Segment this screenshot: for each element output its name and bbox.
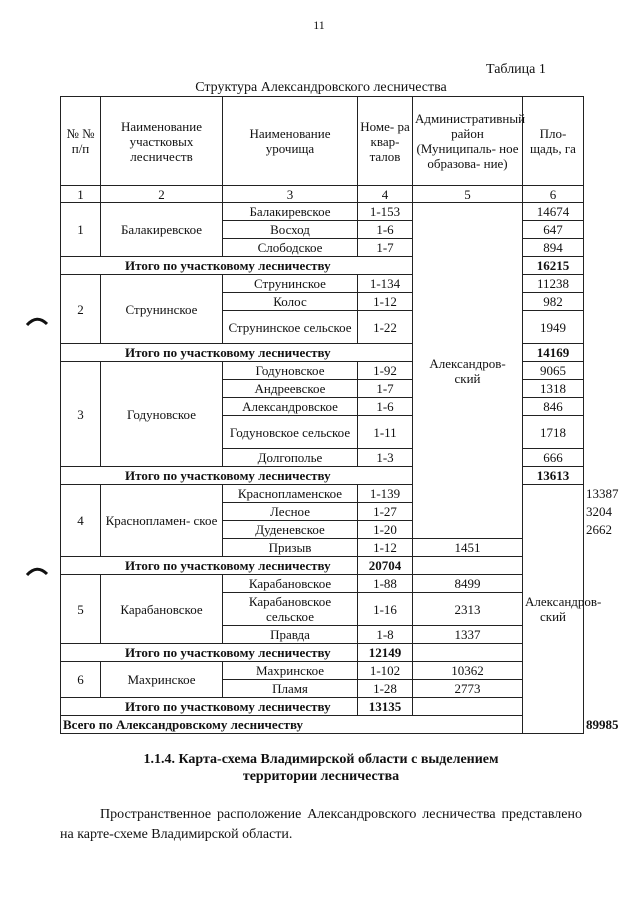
subtotal-label: Итого по участковому лесничеству	[61, 344, 413, 362]
header-tract: Наименование урочища	[223, 97, 358, 186]
header-quarters: Номе- ра квар- талов	[358, 97, 413, 186]
area-value: 9065	[523, 362, 584, 380]
column-number: 5	[413, 186, 523, 203]
section-heading	[60, 751, 582, 785]
group-number: 5	[61, 575, 101, 644]
column-number: 4	[358, 186, 413, 203]
tract-name: Александровское	[223, 398, 358, 416]
quarters-range: 1-27	[358, 503, 413, 521]
area-value: 1337	[413, 626, 523, 644]
table-label: Таблица 1	[486, 62, 546, 77]
quarters-range: 1-8	[358, 626, 413, 644]
subtotal-row	[61, 698, 584, 716]
area-value: 982	[523, 293, 584, 311]
quarters-range: 1-7	[358, 380, 413, 398]
quarters-range: 1-20	[358, 521, 413, 539]
column-number: 1	[61, 186, 101, 203]
table-row: Дуденевское 1-20 2662	[61, 521, 584, 539]
group-number: 3	[61, 362, 101, 467]
header-number: № № п/п	[61, 97, 101, 186]
area-value: 1451	[413, 539, 523, 557]
table-row	[61, 575, 584, 593]
subtotal-label: Итого по участковому лесничеству	[61, 257, 413, 275]
subtotal-label: Итого по участковому лесничеству	[61, 467, 413, 485]
tract-name: Слободское	[223, 239, 358, 257]
header-area: Пло- щадь, га	[523, 97, 584, 186]
quarters-range: 1-28	[358, 680, 413, 698]
area-value: 1718	[523, 416, 584, 449]
table-row	[61, 662, 584, 680]
tract-name: Долгополье	[223, 449, 358, 467]
table-header-row	[61, 97, 584, 186]
tract-name: Восход	[223, 221, 358, 239]
subtotal-value: 20704	[358, 557, 413, 575]
area-value: 8499	[413, 575, 523, 593]
group-number: 4	[61, 485, 101, 557]
tract-name: Андреевское	[223, 380, 358, 398]
district-forestry-name: Годуновское	[101, 362, 223, 467]
area-value: 11238	[523, 275, 584, 293]
district-forestry-name: Махринское	[101, 662, 223, 698]
area-value: 1318	[523, 380, 584, 398]
tract-name: Годуновское сельское	[223, 416, 358, 449]
tract-name: Струнинское	[223, 275, 358, 293]
tract-name: Правда	[223, 626, 358, 644]
area-value: 14674	[523, 203, 584, 221]
column-number: 6	[523, 186, 584, 203]
area-value: 846	[523, 398, 584, 416]
table-row: Лесное 1-27 3204	[61, 503, 584, 521]
admin-district-cell: Александров- ский	[523, 485, 584, 734]
subtotal-value: 14169	[523, 344, 584, 362]
area-value: 666	[523, 449, 584, 467]
quarters-range: 1-11	[358, 416, 413, 449]
subtotal-value: 12149	[358, 644, 413, 662]
tract-name: Колос	[223, 293, 358, 311]
quarters-range: 1-92	[358, 362, 413, 380]
quarters-range: 1-22	[358, 311, 413, 344]
district-forestry-name: Струнинское	[101, 275, 223, 344]
column-number-row	[61, 186, 584, 203]
group-number: 1	[61, 203, 101, 257]
forestry-structure-table	[60, 96, 619, 734]
tract-name: Краснопламенское	[223, 485, 358, 503]
body-paragraph: Пространственное расположение Александровского лесничества представлено на карте-схеме Владимирской области.	[60, 807, 582, 842]
area-value: 10362	[413, 662, 523, 680]
subtotal-label: Итого по участковому лесничеству	[61, 644, 358, 662]
quarters-range: 1-153	[358, 203, 413, 221]
quarters-range: 1-134	[358, 275, 413, 293]
header-admin-district: Административный район (Муниципаль- ное образова- ние)	[413, 97, 523, 186]
tract-name: Струнинское сельское	[223, 311, 358, 344]
quarters-range: 1-12	[358, 293, 413, 311]
quarters-range: 1-6	[358, 221, 413, 239]
grand-total-row: Всего по Александровскому лесничеству 89985	[61, 716, 584, 734]
tract-name: Годуновское	[223, 362, 358, 380]
district-forestry-name: Балакиревское	[101, 203, 223, 257]
subtotal-value: 13135	[358, 698, 413, 716]
tract-name: Пламя	[223, 680, 358, 698]
tract-name: Карабановское сельское	[223, 593, 358, 626]
subtotal-value: 13613	[523, 467, 584, 485]
section-heading-line: 1.1.4. Карта-схема Владимирской области с выделением	[143, 752, 499, 767]
admin-district-cell: Александров- ский	[413, 203, 523, 539]
subtotal-value: 16215	[523, 257, 584, 275]
tract-name: Балакиревское	[223, 203, 358, 221]
quarters-range: 1-16	[358, 593, 413, 626]
area-value: 647	[523, 221, 584, 239]
subtotal-row	[61, 557, 584, 575]
quarters-range: 1-3	[358, 449, 413, 467]
group-number: 2	[61, 275, 101, 344]
district-forestry-name: Краснопламен- ское	[101, 485, 223, 557]
subtotal-label: Итого по участковому лесничеству	[61, 557, 358, 575]
table-row: 4 Краснопламен- ское Краснопламенское 1-139 Александров- ский 13387	[61, 485, 584, 503]
group-number: 6	[61, 662, 101, 698]
quarters-range: 1-102	[358, 662, 413, 680]
tract-name: Махринское	[223, 662, 358, 680]
area-value: 2773	[413, 680, 523, 698]
scan-mark-icon	[26, 316, 48, 326]
section-heading-line: территории лесничества	[242, 769, 400, 784]
subtotal-label: Итого по участковому лесничеству	[61, 698, 358, 716]
area-value: 1949	[523, 311, 584, 344]
district-forestry-name: Карабановское	[101, 575, 223, 644]
page-number: 11	[313, 18, 325, 32]
table-row	[61, 203, 584, 221]
header-district-forestry: Наименование участковых лесничеств	[101, 97, 223, 186]
tract-name: Дуденевское	[223, 521, 358, 539]
area-value: 894	[523, 239, 584, 257]
column-number: 2	[101, 186, 223, 203]
tract-name: Карабановское	[223, 575, 358, 593]
tract-name: Лесное	[223, 503, 358, 521]
area-value: 2313	[413, 593, 523, 626]
scan-mark-icon	[26, 566, 48, 576]
subtotal-row	[61, 644, 584, 662]
quarters-range: 1-6	[358, 398, 413, 416]
quarters-range: 1-7	[358, 239, 413, 257]
grand-total-label: Всего по Александровскому лесничеству	[61, 716, 523, 734]
table-title: Структура Александровского лесничества	[195, 80, 447, 95]
quarters-range: 1-12	[358, 539, 413, 557]
column-number: 3	[223, 186, 358, 203]
quarters-range: 1-139	[358, 485, 413, 503]
quarters-range: 1-88	[358, 575, 413, 593]
tract-name: Призыв	[223, 539, 358, 557]
